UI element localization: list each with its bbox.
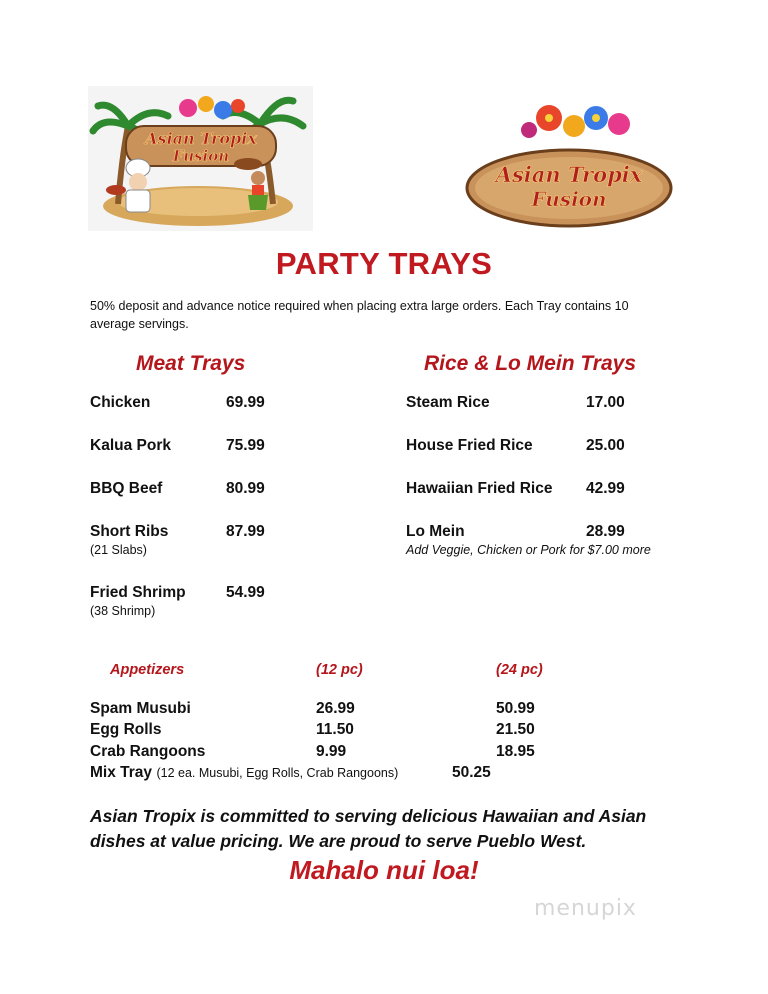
appetizer-name: Spam Musubi [90, 700, 191, 717]
logo-left-text-1: Asian Tropix [145, 129, 257, 148]
logo-left-text-2: Fusion [172, 147, 230, 165]
meat-item-name: Fried Shrimp [90, 584, 186, 601]
meat-item-note: (21 Slabs) [90, 543, 147, 557]
mix-tray-note: (12 ea. Musubi, Egg Rolls, Crab Rangoons) [156, 766, 399, 780]
appetizer-price-12: 26.99 [316, 700, 355, 717]
appetizers-title: Appetizers [110, 662, 185, 678]
rice-item-price: 42.99 [586, 480, 625, 497]
rice-trays-title: Rice & Lo Mein Trays [424, 352, 637, 375]
logo-right-text-1: Asian Tropix [495, 162, 643, 187]
meat-item-name: BBQ Beef [90, 480, 163, 497]
appetizer-price-12: 11.50 [316, 721, 354, 738]
logo-left [88, 86, 313, 231]
page-title: PARTY TRAYS [275, 246, 493, 281]
closing-statement: Asian Tropix is committed to serving delicious Hawaiian and Asian dishes at value pricing. We are proud to serve Pueblo West. [90, 806, 647, 851]
meat-item-name: Kalua Pork [90, 437, 171, 454]
appetizer-price-24: 18.95 [496, 743, 535, 760]
rice-item-price: 17.00 [586, 394, 625, 411]
mix-tray-name: Mix Tray [90, 764, 153, 781]
meat-item-name: Short Ribs [90, 523, 169, 540]
appetizer-price-12: 9.99 [316, 743, 347, 760]
meat-item-price: 80.99 [226, 480, 265, 497]
rice-item-price: 28.99 [586, 523, 625, 540]
logo-right [464, 100, 674, 230]
meat-item-price: 75.99 [226, 437, 265, 454]
rice-item-name: House Fried Rice [406, 437, 533, 454]
rice-item-price: 25.00 [586, 437, 625, 454]
appetizers-col-24: (24 pc) [496, 662, 543, 678]
logo-right-text-2: Fusion [531, 187, 607, 211]
appetizers-col-12: (12 pc) [316, 662, 363, 678]
meat-trays-title: Meat Trays [136, 352, 246, 375]
rice-item-name: Hawaiian Fried Rice [406, 480, 553, 497]
meat-item-note: (38 Shrimp) [90, 604, 156, 618]
meat-item-price: 69.99 [226, 394, 265, 411]
notice-text: 50% deposit and advance notice required when placing extra large orders. Each Tray contains 10 average servings. [90, 299, 629, 331]
rice-item-name: Steam Rice [406, 394, 490, 411]
mix-tray-row [90, 764, 398, 782]
mahalo-text: Mahalo nui loa! [289, 855, 479, 885]
rice-item-note: Add Veggie, Chicken or Pork for $7.00 more [406, 543, 651, 557]
rice-item-name: Lo Mein [406, 523, 465, 540]
meat-item-name: Chicken [90, 394, 151, 411]
appetizer-price-24: 21.50 [496, 721, 535, 738]
meat-item-price: 87.99 [226, 523, 265, 540]
appetizer-price-24: 50.99 [496, 700, 535, 717]
mix-tray-price: 50.25 [452, 764, 491, 781]
meat-item-price: 54.99 [226, 584, 265, 601]
appetizer-name: Egg Rolls [90, 721, 162, 738]
watermark-text: menupix [534, 896, 637, 921]
appetizer-name: Crab Rangoons [90, 743, 206, 760]
